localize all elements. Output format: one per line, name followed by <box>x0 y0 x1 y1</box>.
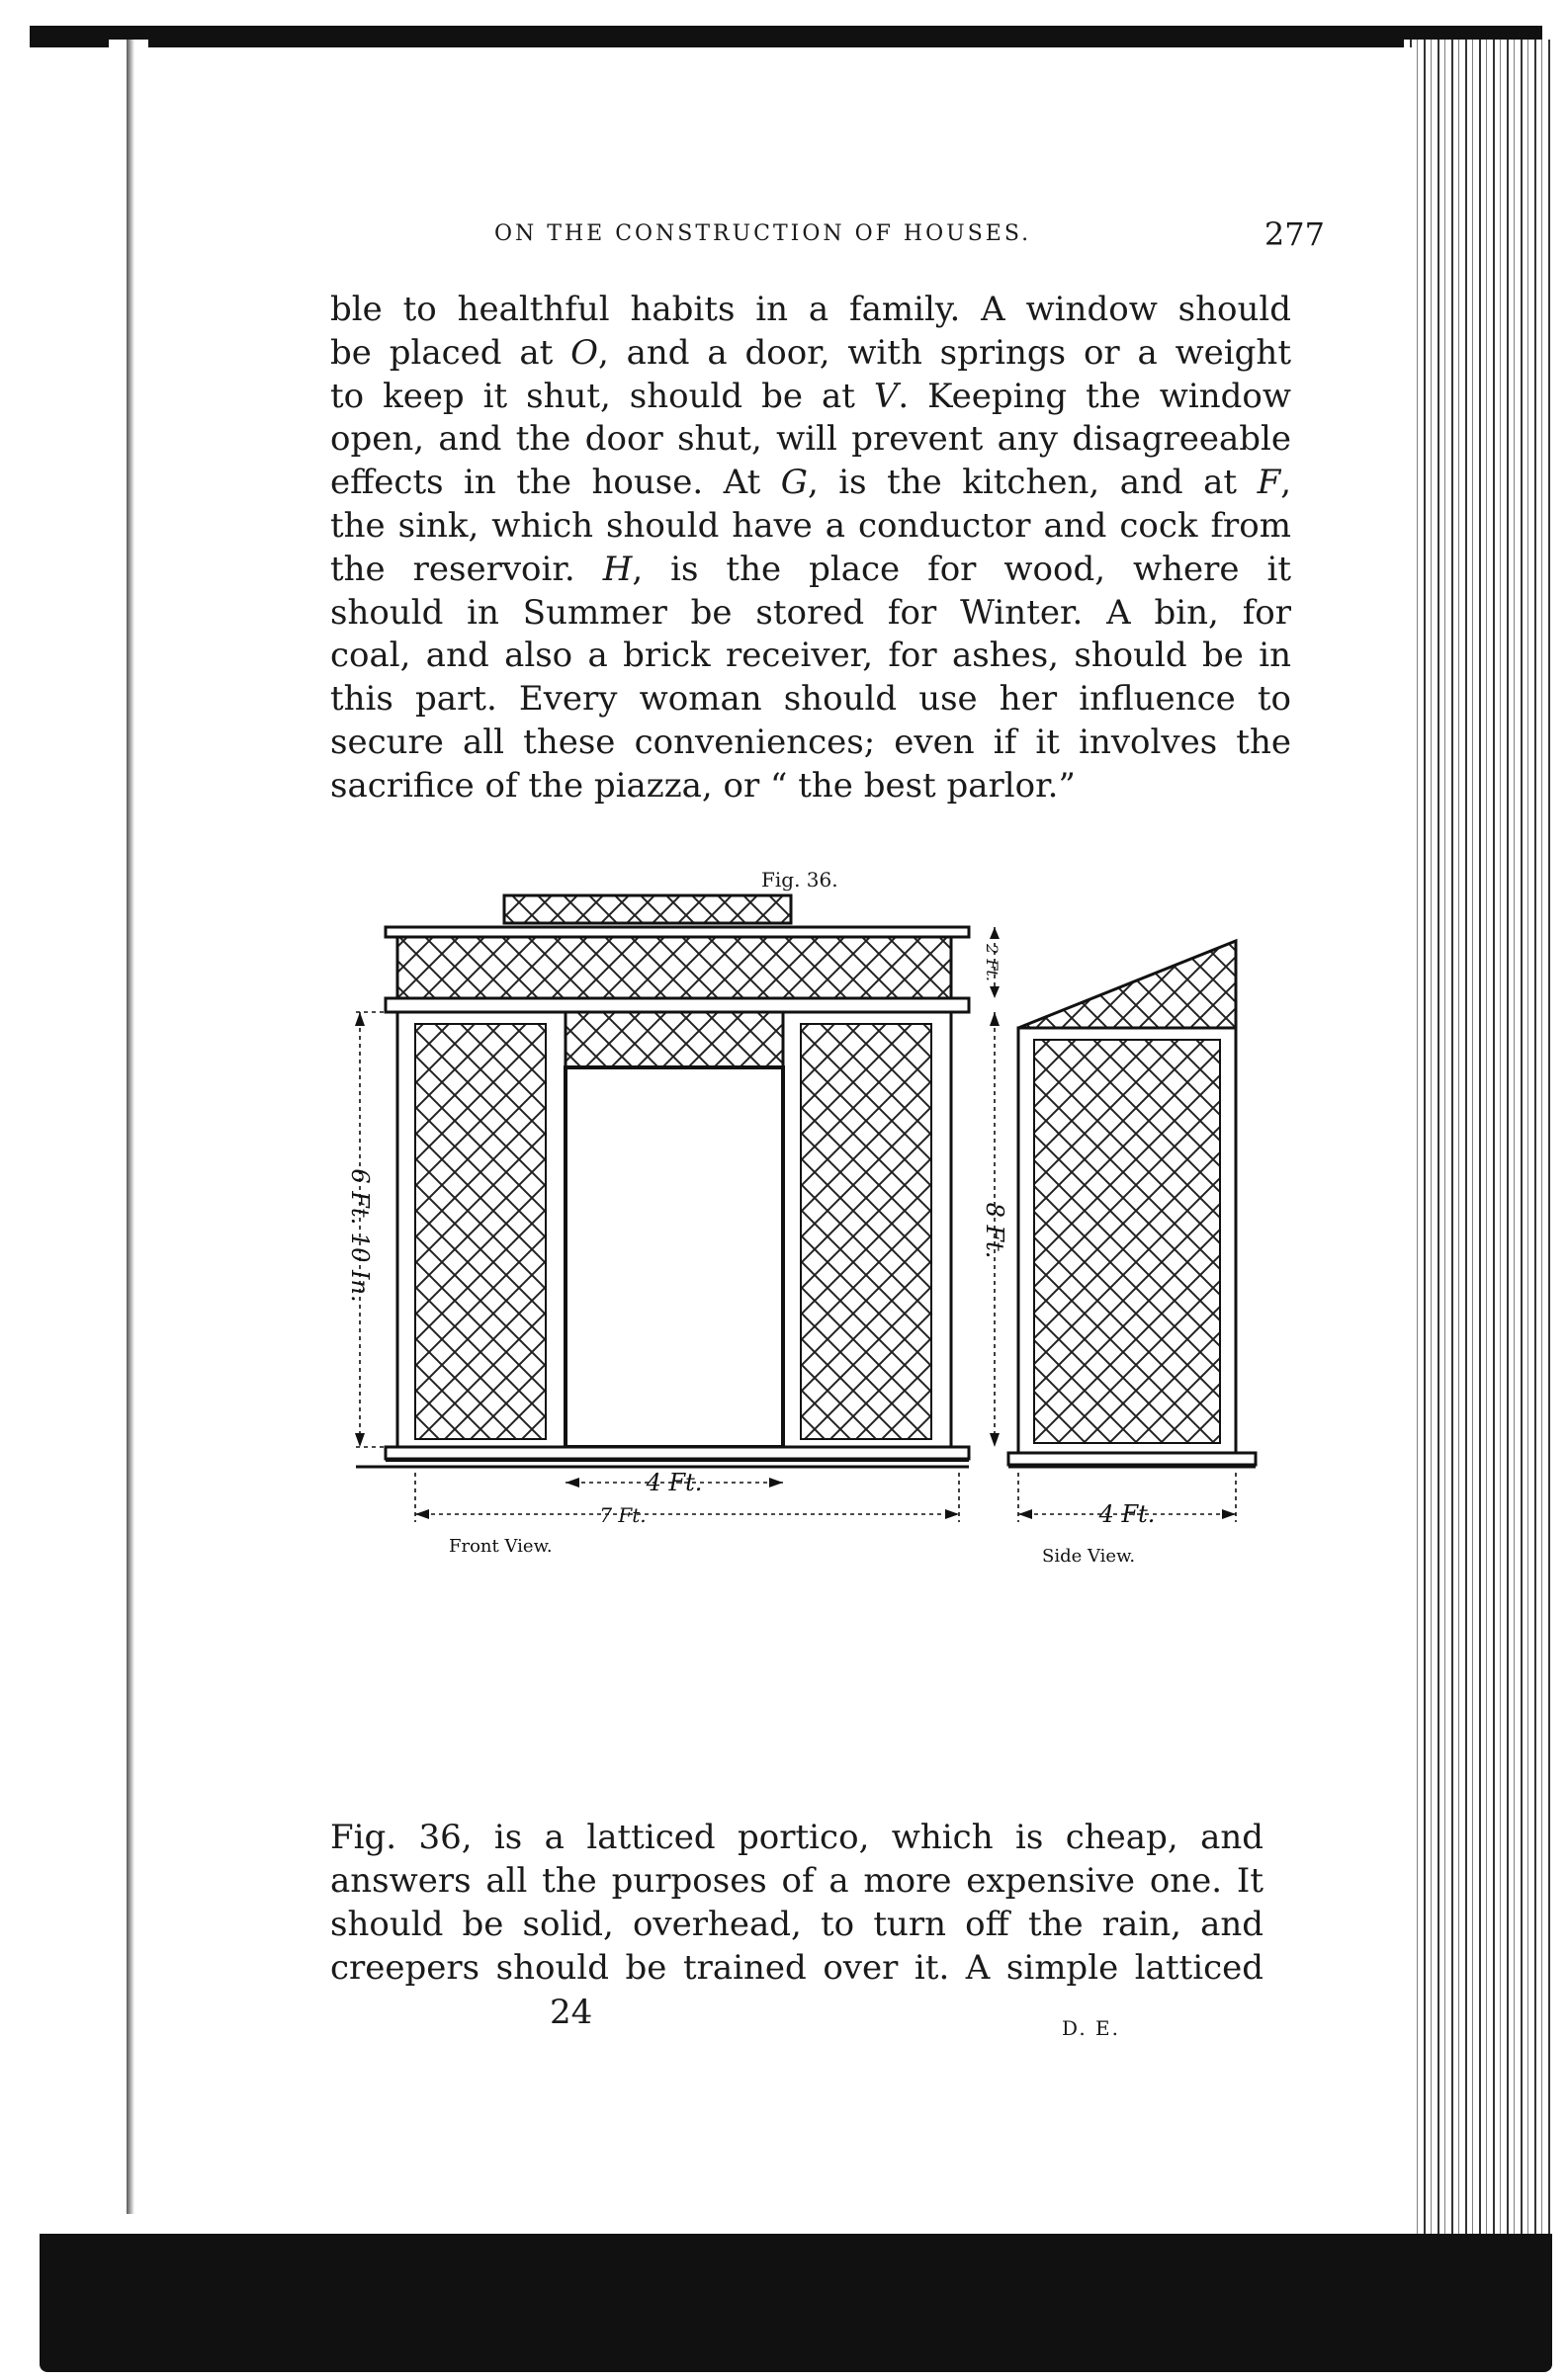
dim-label-middle-height: 8 Ft. <box>981 1202 1008 1259</box>
dim-label-total-width: 7 Ft. <box>599 1503 647 1527</box>
dim-label-side-width: 4 Ft. <box>1098 1500 1156 1528</box>
side-view-drawing <box>1008 941 1256 1467</box>
text-line: be placed at O, and a door, with springs or a weight <box>330 332 1291 373</box>
portico-drawing <box>326 890 1305 1680</box>
text-line: the sink, which should have a conductor and cock from <box>330 505 1291 546</box>
text-line: to keep it shut, should be at V. Keeping the window <box>330 376 1291 416</box>
text-line: this part. Every woman should use her influence to <box>330 679 1291 720</box>
text-line: creepers should be trained over it. A simple latticed <box>330 1948 1263 1988</box>
scan-top-edge <box>30 26 1542 47</box>
scan-bottom-edge <box>40 2234 1552 2372</box>
signature-mark: D. E. <box>1062 2016 1120 2040</box>
book-page-edges <box>1404 40 1552 2352</box>
text-line: coal, and also a brick receiver, for ashes, should be in <box>330 636 1291 676</box>
front-view-label: Front View. <box>449 1536 553 1557</box>
text-line: ble to healthful habits in a family. A window should <box>330 290 1291 329</box>
running-header <box>494 215 1325 255</box>
text-line: open, and the door shut, will prevent any disagreeable <box>330 419 1291 460</box>
dim-label-front-height: 6 Ft. 10 In. <box>346 1168 374 1303</box>
paragraph-main <box>330 289 1291 808</box>
side-view-label: Side View. <box>1042 1546 1136 1567</box>
portico-figure <box>326 890 1305 1680</box>
text-line: should in Summer be stored for Winter. A bin, for <box>330 592 1291 633</box>
page-number: 277 <box>1263 215 1325 253</box>
front-view-drawing <box>356 895 969 1467</box>
text-line: should be solid, overhead, to turn off the rain, and <box>330 1905 1263 1944</box>
text-line: answers all the purposes of a more expensive one. It <box>330 1861 1263 1901</box>
dim-label-door-width: 4 Ft. <box>646 1469 703 1496</box>
text-line: the reservoir. H, is the place for wood, where it <box>330 549 1291 589</box>
book-binding-edge <box>109 40 148 2214</box>
signature-number: 24 <box>550 1993 593 2032</box>
text-line: Fig. 36, is a latticed portico, which is cheap, and <box>330 1818 1263 1857</box>
figure-caption: Fig. 36. <box>761 868 838 892</box>
paragraph-figure-description <box>330 1816 1263 1990</box>
text-line: effects in the house. At G, is the kitchen, and at F, <box>330 463 1291 503</box>
text-line: sacrifice of the piazza, or “ the best parlor.” <box>330 765 1076 806</box>
dim-label-top: 2 Ft. <box>983 944 1002 981</box>
text-line: secure all these conveniences; even if it involves the <box>330 722 1291 762</box>
running-title: ON THE CONSTRUCTION OF HOUSES. <box>494 221 1032 246</box>
